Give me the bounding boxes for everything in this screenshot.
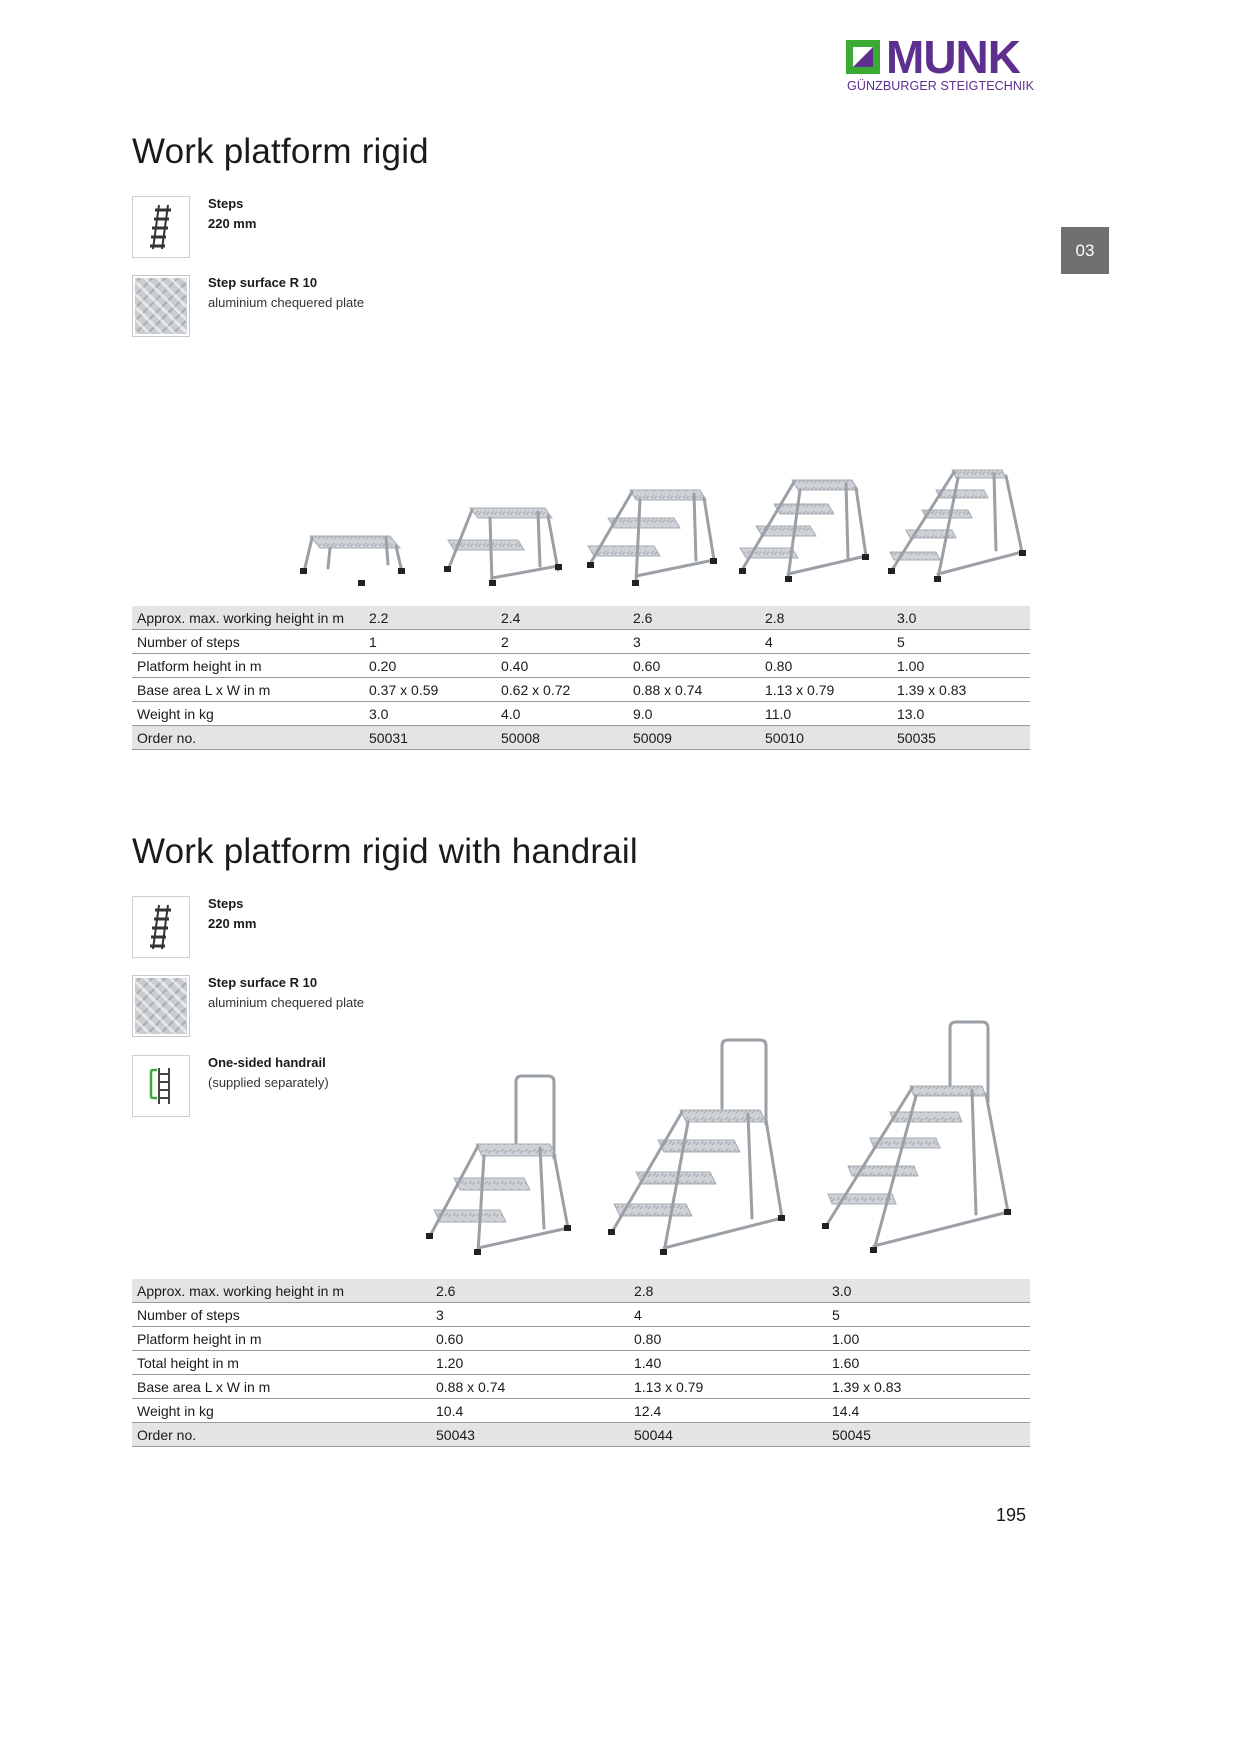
table-cell: 1.20 xyxy=(431,1351,629,1375)
table-cell: 50031 xyxy=(364,726,496,750)
brand-tagline: GÜNZBURGER STEIGTECHNIK xyxy=(847,79,1035,93)
table-cell: 13.0 xyxy=(892,702,1030,726)
table-cell: 12.4 xyxy=(629,1399,827,1423)
table-cell: 2.8 xyxy=(629,1279,827,1303)
feature-subtitle: aluminium chequered plate xyxy=(208,295,365,310)
table-cell: 3.0 xyxy=(364,702,496,726)
row-label: Weight in kg xyxy=(132,1399,431,1423)
handrail-platform-product-images xyxy=(420,1018,1020,1263)
row-label: Order no. xyxy=(132,1423,431,1447)
section2-spec-table xyxy=(132,1279,1030,1447)
row-label: Base area L x W in m xyxy=(132,678,364,702)
table-cell: 1.39 x 0.83 xyxy=(892,678,1030,702)
platform-1-step-image xyxy=(300,536,405,586)
munk-logo-mark-icon xyxy=(846,40,880,74)
handrail-platform-5-step-image xyxy=(822,1022,1011,1253)
steps-icon xyxy=(132,196,190,258)
section1-spec-table xyxy=(132,606,1030,750)
row-label: Base area L x W in m xyxy=(132,1375,431,1399)
table-cell: 50009 xyxy=(628,726,760,750)
table-cell: 1.00 xyxy=(892,654,1030,678)
table-cell: 1.13 x 0.79 xyxy=(629,1375,827,1399)
chapter-tab: 03 xyxy=(1061,227,1109,274)
feature-subtitle: aluminium chequered plate xyxy=(208,995,365,1010)
table-row xyxy=(132,654,1030,678)
table-cell: 0.60 xyxy=(431,1327,629,1351)
feature-subtitle: (supplied separately) xyxy=(208,1075,329,1090)
chequered-plate-icon xyxy=(132,275,190,337)
table-cell: 50035 xyxy=(892,726,1030,750)
platform-4-step-image xyxy=(739,480,869,582)
table-cell: 50010 xyxy=(760,726,892,750)
table-cell: 50008 xyxy=(496,726,628,750)
chequered-plate-icon xyxy=(132,975,190,1037)
table-row xyxy=(132,1375,1030,1399)
table-cell: 2.8 xyxy=(760,606,892,630)
steps-icon xyxy=(132,896,190,958)
table-row xyxy=(132,678,1030,702)
section2-title: Work platform rigid with handrail xyxy=(132,832,638,871)
table-cell: 2.4 xyxy=(496,606,628,630)
table-cell: 0.80 xyxy=(629,1327,827,1351)
section1-title: Work platform rigid xyxy=(132,132,429,171)
feature-title: Steps xyxy=(208,896,244,911)
table-cell: 0.20 xyxy=(364,654,496,678)
table-row xyxy=(132,702,1030,726)
feature-title: Step surface R 10 xyxy=(208,275,318,290)
row-label: Number of steps xyxy=(132,1303,431,1327)
table-row xyxy=(132,630,1030,654)
table-cell: 0.88 x 0.74 xyxy=(431,1375,629,1399)
row-label: Platform height in m xyxy=(132,1327,431,1351)
table-cell: 1.39 x 0.83 xyxy=(827,1375,1030,1399)
table-cell: 3 xyxy=(431,1303,629,1327)
handrail-platform-4-step-image xyxy=(608,1040,785,1255)
row-label: Number of steps xyxy=(132,630,364,654)
munk-logo xyxy=(846,31,1035,96)
table-row xyxy=(132,1399,1030,1423)
table-row xyxy=(132,1327,1030,1351)
table-cell: 1.60 xyxy=(827,1351,1030,1375)
table-cell: 5 xyxy=(892,630,1030,654)
table-cell: 4.0 xyxy=(496,702,628,726)
feature-title: One-sided handrail xyxy=(208,1055,326,1070)
table-cell: 0.62 x 0.72 xyxy=(496,678,628,702)
platform-2-step-image xyxy=(444,508,562,586)
table-cell: 5 xyxy=(827,1303,1030,1327)
table-row xyxy=(132,1303,1030,1327)
row-label: Total height in m xyxy=(132,1351,431,1375)
table-cell: 50043 xyxy=(431,1423,629,1447)
table-cell: 2.6 xyxy=(628,606,760,630)
row-label: Approx. max. working height in m xyxy=(132,1279,431,1303)
table-cell: 9.0 xyxy=(628,702,760,726)
table-cell: 1.13 x 0.79 xyxy=(760,678,892,702)
table-row xyxy=(132,1351,1030,1375)
table-row xyxy=(132,606,1030,630)
table-cell: 3 xyxy=(628,630,760,654)
handrail-platform-3-step-image xyxy=(426,1076,571,1255)
work-platform-product-images xyxy=(290,460,1040,595)
table-cell: 1.00 xyxy=(827,1327,1030,1351)
feature-subtitle: 220 mm xyxy=(208,916,257,931)
table-cell: 3.0 xyxy=(827,1279,1030,1303)
table-cell: 4 xyxy=(629,1303,827,1327)
table-cell: 0.88 x 0.74 xyxy=(628,678,760,702)
table-cell: 50045 xyxy=(827,1423,1030,1447)
table-cell: 2 xyxy=(496,630,628,654)
table-row xyxy=(132,726,1030,750)
table-cell: 2.6 xyxy=(431,1279,629,1303)
table-cell: 0.60 xyxy=(628,654,760,678)
table-cell: 0.40 xyxy=(496,654,628,678)
brand-name: MUNK xyxy=(886,31,1020,83)
handrail-icon xyxy=(132,1055,190,1117)
table-cell: 3.0 xyxy=(892,606,1030,630)
platform-5-step-image xyxy=(888,470,1026,582)
table-cell: 1 xyxy=(364,630,496,654)
table-cell: 50044 xyxy=(629,1423,827,1447)
table-cell: 2.2 xyxy=(364,606,496,630)
platform-3-step-image xyxy=(587,490,717,586)
table-cell: 4 xyxy=(760,630,892,654)
row-label: Approx. max. working height in m xyxy=(132,606,364,630)
table-cell: 14.4 xyxy=(827,1399,1030,1423)
row-label: Platform height in m xyxy=(132,654,364,678)
row-label: Weight in kg xyxy=(132,702,364,726)
table-cell: 10.4 xyxy=(431,1399,629,1423)
feature-title: Step surface R 10 xyxy=(208,975,318,990)
row-label: Order no. xyxy=(132,726,364,750)
table-cell: 0.80 xyxy=(760,654,892,678)
table-cell: 1.40 xyxy=(629,1351,827,1375)
table-cell: 0.37 x 0.59 xyxy=(364,678,496,702)
feature-subtitle: 220 mm xyxy=(208,216,257,231)
page-number: 195 xyxy=(996,1505,1027,1525)
table-row xyxy=(132,1279,1030,1303)
table-row xyxy=(132,1423,1030,1447)
feature-title: Steps xyxy=(208,196,244,211)
table-cell: 11.0 xyxy=(760,702,892,726)
